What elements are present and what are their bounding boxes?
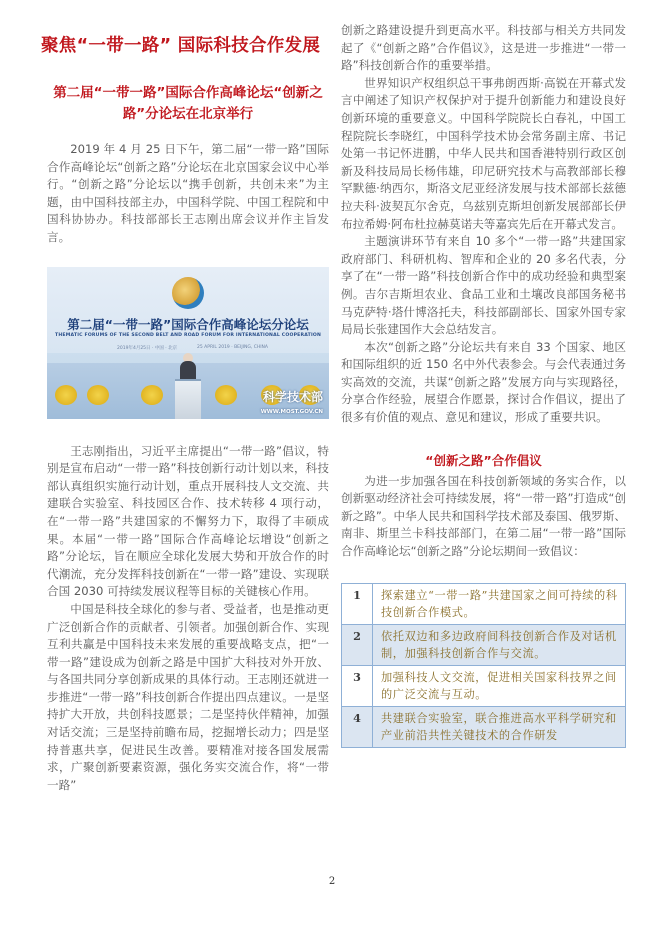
photo-banner-date-english: 25 APRIL 2019 · BEIJING, CHINA (197, 344, 269, 350)
flower-decoration-icon (87, 385, 109, 405)
photo-banner-title: 第二届“一带一路”国际合作高峰论坛分论坛 (67, 316, 309, 332)
body-paragraph: 创新之路建设提升到更高水平。科技部与相关方共同发起了《“创新之路”合作倡议》，这是进一步推进“一带一路”科技创新合作的重要举措。 (341, 23, 626, 73)
article-subtitle: 第二届“一带一路”国际合作高峰论坛“创新之路”分论坛在北京举行 (53, 85, 323, 122)
photo-watermark-url: WWW.MOST.GOV.CN (260, 408, 323, 415)
initiative-text: 探索建立“一带一路”共建国家之间可持续的科技创新合作模式。 (373, 583, 626, 624)
initiative-number: 4 (342, 706, 373, 747)
table-row (342, 583, 626, 624)
intro-paragraph: 2019 年 4 月 25 日下午，第二届“一带一路”国际合作高峰论坛“创新之路”分论坛在北京国家会议中心举行。“创新之路”分论坛以“携手创新，共创未来”为主题，由中国科技部主办，中国科学院、中国工程院和中国科协协办。科技部部长王志刚出席会议并作主旨发言。 (47, 142, 329, 244)
photo-watermark: 科学技术部 (262, 389, 323, 404)
forum-photo (47, 267, 329, 419)
page-title: 聚焦“一带一路” 国际科技合作发展 (41, 36, 321, 56)
body-paragraph: 王志刚指出，习近平主席提出“一带一路”倡议，特别是宣布启动“一带一路”科技创新行动计划以来，科技部认真组织实施行动计划，重点开展科技人文交流、共建联合实验室、科技园区合作、技术转移 4 项行动，在“一带一路”共建国家的不懈努力下，取得了丰硕成果。本届“一带一路”国际合作高峰论坛增设“创新之路”分论坛，旨在顺应全球化发展大势和开放合作的时代潮流，充分发挥科技创新在“一带一路”建设、实现联合国 2030 可持续发展议程等目标的关键核心作用。 (47, 443, 329, 599)
right-column (341, 22, 626, 748)
forum-emblem-icon (172, 277, 204, 309)
initiative-intro: 为进一步加强各国在科技创新领域的务实合作，以创新驱动经济社会可持续发展，将“一带一路”打造成“创新之路”。中华人民共和国科学技术部及泰国、俄罗斯、南非、斯里兰卡科技部部门，在第二届“一带一路”国际合作高峰论坛“创新之路”分论坛期间一致倡议： (341, 473, 626, 559)
table-row (342, 624, 626, 665)
page-number: 2 (328, 876, 336, 887)
body-paragraph: 世界知识产权组织总干事弗朗西斯·高锐在开幕式发言中阐述了知识产权保护对于提升创新能力和建设良好创新环境的重要意义。中国科学院院长白春礼，中国工程院院长李晓红，中国科学技术协会常务副主席、书记处第一书记怀进鹏，中华人民共和国香港特别行政区创新及科技局局长杨伟雄，印尼研究技术与高教部部长穆罕默德·纳西尔，斯洛文尼亚经济发展与技术部部长兹德拉夫科·波契瓦尔舍克，乌兹别克斯坦创新发展部部长伊布拉希姆·阿布杜拉赫莫诺夫等嘉宾先后在开幕式发言。 (341, 75, 626, 231)
initiative-number: 1 (342, 583, 373, 624)
initiative-table (341, 583, 626, 748)
body-paragraph: 本次“创新之路”分论坛共有来自 33 个国家、地区和国际组织的近 150 名中外代表参会。与会代表通过务实高效的交流，共谋“创新之路”发展方向与实现路径，分享合作经验，展望合作愿景，探讨合作倡议，提出了很多有价值的观点、意见和建议，形成了重要共识。 (341, 339, 626, 425)
initiative-number: 3 (342, 665, 373, 706)
flower-decoration-icon (141, 385, 163, 405)
initiative-number: 2 (342, 624, 373, 665)
body-paragraph: 中国是科技全球化的参与者、受益者，也是推动更广泛创新合作的贡献者、引领者。加强创新合作、实现互利共赢是中国科技未来发展的重要战略支点，把“一带一路”建设成为创新之路是中国扩大科技对外开放、与各国共同分享创新成果的具体行动。王志刚还就进一步推进“一带一路”科技创新合作提出四点建议。一是坚持扩大开放，共创科技愿景；二是坚持伙伴精神，加强对话交流；三是坚持前瞻布局，挖掘增长动力；四是坚持普惠共享，促进民生改善。要精准对接各国发展需求，广聚创新要素资源，强化务实交流合作，将“一带一路” (47, 601, 329, 792)
flower-decoration-icon (55, 385, 77, 405)
body-paragraph: 主题演讲环节有来自 10 多个“一带一路”共建国家政府部门、科研机构、智库和企业的 20 多名代表，分享了在“一带一路”科技创新合作中的成功经验和典型案例。吉尔吉斯坦农业、食品工业和土壤改良部国务秘书马克萨特·塔什博洛托夫，科技部副部长、国家外国专家局局长张建国作大会总结发言。 (341, 234, 626, 337)
flower-decoration-icon (215, 385, 237, 405)
initiative-text: 加强科技人文交流，促进相关国家科技界之间的广泛交流与互动。 (373, 665, 626, 706)
podium (175, 379, 201, 419)
initiative-text: 共建联合实验室，联合推进高水平科学研究和产业前沿共性关键技术的合作研发 (373, 706, 626, 747)
table-row (342, 665, 626, 706)
table-row (342, 706, 626, 747)
initiative-heading: “创新之路”合作倡议 (425, 452, 542, 468)
left-column (41, 22, 329, 794)
initiative-text: 依托双边和多边政府间科技创新合作及对话机制，加强科技创新合作与交流。 (373, 624, 626, 665)
photo-banner-date: 2019年4月25日 · 中国 · 北京 (117, 345, 178, 351)
photo-banner-english: THEMATIC FORUMS OF THE SECOND BELT AND ROAD FORUM FOR INTERNATIONAL COOPERATION (54, 332, 322, 338)
